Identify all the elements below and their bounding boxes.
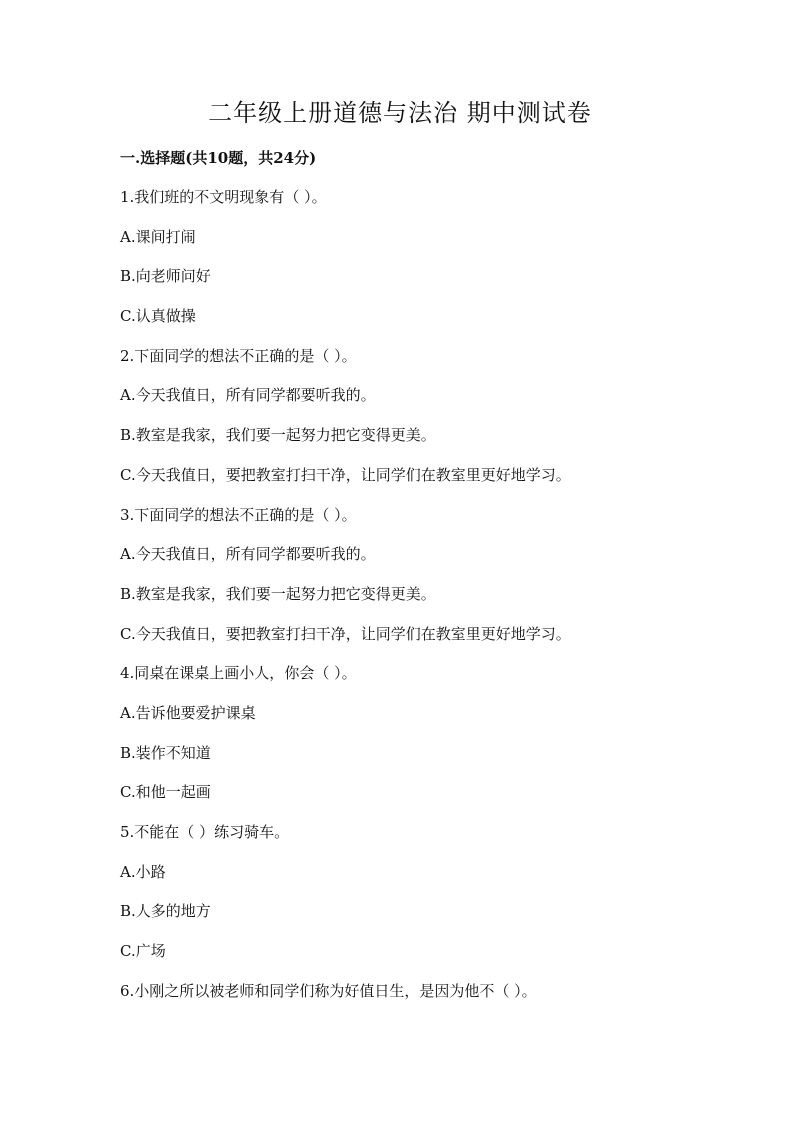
question-1-option-a: A.课间打闹 bbox=[120, 227, 196, 246]
question-6: 6.小刚之所以被老师和同学们称为好值日生，是因为他不（ ）。 bbox=[120, 981, 537, 1000]
question-4: 4.同桌在课桌上画小人，你会（ ）。 bbox=[120, 664, 357, 683]
question-2-option-b: B.教室是我家，我们要一起努力把它变得更美。 bbox=[120, 426, 436, 445]
question-5: 5.不能在（ ）练习骑车。 bbox=[120, 823, 290, 841]
question-2: 2.下面同学的想法不正确的是（ ）。 bbox=[120, 346, 357, 365]
question-1-option-b: B.向老师问好 bbox=[120, 267, 211, 286]
question-3-option-b: B.教室是我家，我们要一起努力把它变得更美。 bbox=[120, 584, 436, 603]
page-title: 二年级上册道德与法治 期中测试卷 bbox=[208, 99, 592, 127]
question-1-option-c: C.认真做操 bbox=[120, 307, 196, 326]
question-4-option-a: A.告诉他要爱护课桌 bbox=[120, 703, 256, 722]
question-4-option-b: B.装作不知道 bbox=[120, 743, 211, 762]
section-heading: 一.选择题(共10题，共24分) bbox=[120, 149, 317, 167]
question-1: 1.我们班的不文明现象有（ ）。 bbox=[120, 188, 327, 206]
question-4-option-c: C.和他一起画 bbox=[120, 783, 211, 802]
question-2-option-a: A.今天我值日，所有同学都要听我的。 bbox=[120, 386, 376, 405]
question-list bbox=[120, 185, 720, 1018]
question-3: 3.下面同学的想法不正确的是（ ）。 bbox=[120, 505, 357, 524]
question-3-option-a: A.今天我值日，所有同学都要听我的。 bbox=[120, 545, 376, 564]
question-5-option-c: C.广场 bbox=[120, 942, 166, 961]
question-2-option-c: C.今天我值日，要把教室打扫干净，让同学们在教室里更好地学习。 bbox=[120, 465, 571, 484]
question-5-option-a: A.小路 bbox=[120, 862, 166, 881]
question-3-option-c: C.今天我值日，要把教室打扫干净，让同学们在教室里更好地学习。 bbox=[120, 624, 571, 643]
question-5-option-b: B.人多的地方 bbox=[120, 902, 211, 921]
